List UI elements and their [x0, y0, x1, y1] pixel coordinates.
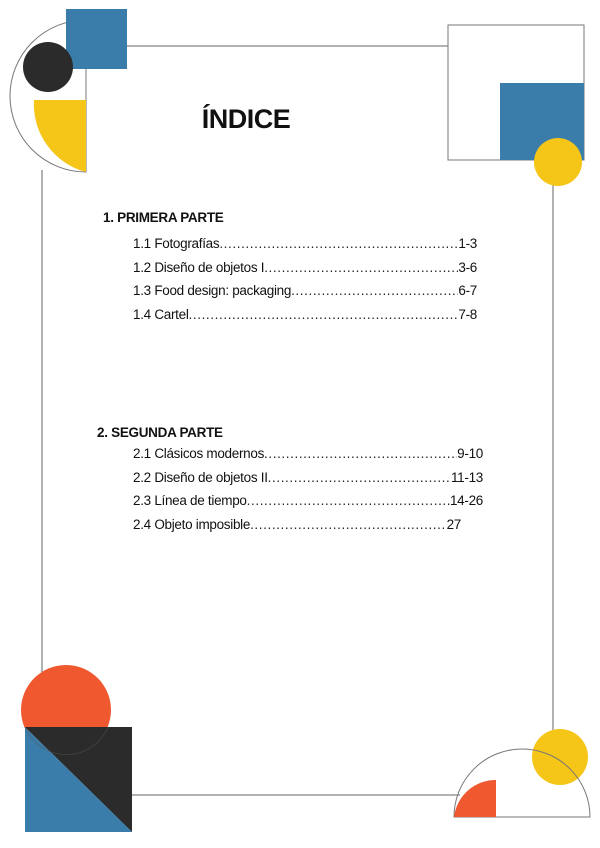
- entry-label: 2.2 Diseño de objetos II: [133, 469, 268, 485]
- entry-label: 1.2 Diseño de objetos I: [133, 259, 265, 275]
- toc-entry[interactable]: [133, 256, 477, 280]
- top-left-shapes: [10, 9, 127, 172]
- section-number: 1.: [103, 210, 114, 225]
- page-title: ÍNDICE: [201, 104, 291, 134]
- section-title: PRIMERA PARTE: [117, 210, 224, 225]
- entry-pages: 3-6: [458, 259, 477, 275]
- dot-leader: [219, 232, 458, 256]
- entry-pages: 27: [446, 516, 461, 532]
- dot-leader: [250, 513, 447, 537]
- section-number: 2.: [97, 425, 108, 440]
- toc-entry[interactable]: [133, 232, 477, 256]
- section-title: SEGUNDA PARTE: [111, 425, 223, 440]
- toc-entry[interactable]: [133, 442, 483, 466]
- entry-list: [133, 442, 483, 536]
- toc-entry[interactable]: [133, 466, 483, 490]
- dot-leader: [264, 442, 457, 466]
- entry-label: 1.3 Food design: packaging: [133, 283, 292, 298]
- bottom-left-shapes: [21, 665, 132, 832]
- entry-pages: 14-26: [449, 493, 483, 508]
- dot-leader: [291, 279, 458, 303]
- toc-entry[interactable]: [133, 489, 483, 513]
- entry-label: 1.4 Cartel: [133, 306, 189, 322]
- dot-leader: [189, 303, 459, 327]
- entry-label: 2.3 Línea de tiempo: [133, 493, 247, 508]
- section-heading: [103, 210, 477, 225]
- toc-entry[interactable]: [133, 513, 461, 537]
- entry-pages: 6-7: [458, 283, 477, 298]
- entry-label: 2.1 Clásicos modernos: [133, 446, 265, 461]
- dot-leader: [268, 466, 451, 490]
- bottom-right-shapes: [454, 729, 590, 817]
- entry-pages: 1-3: [458, 236, 477, 251]
- dot-leader: [247, 489, 450, 513]
- entry-pages: 9-10: [457, 446, 483, 461]
- entry-list: [133, 232, 477, 326]
- entry-label: 1.1 Fotografías: [133, 236, 220, 251]
- section-primera-parte: [103, 210, 477, 326]
- dot-leader: [264, 256, 458, 280]
- entry-pages: 7-8: [458, 306, 477, 322]
- toc-entry[interactable]: [133, 279, 477, 303]
- section-heading: [97, 425, 483, 440]
- toc-entry[interactable]: [133, 303, 477, 327]
- entry-pages: 11-13: [450, 469, 483, 485]
- entry-label: 2.4 Objeto imposible: [133, 516, 251, 532]
- section-segunda-parte: [97, 425, 483, 536]
